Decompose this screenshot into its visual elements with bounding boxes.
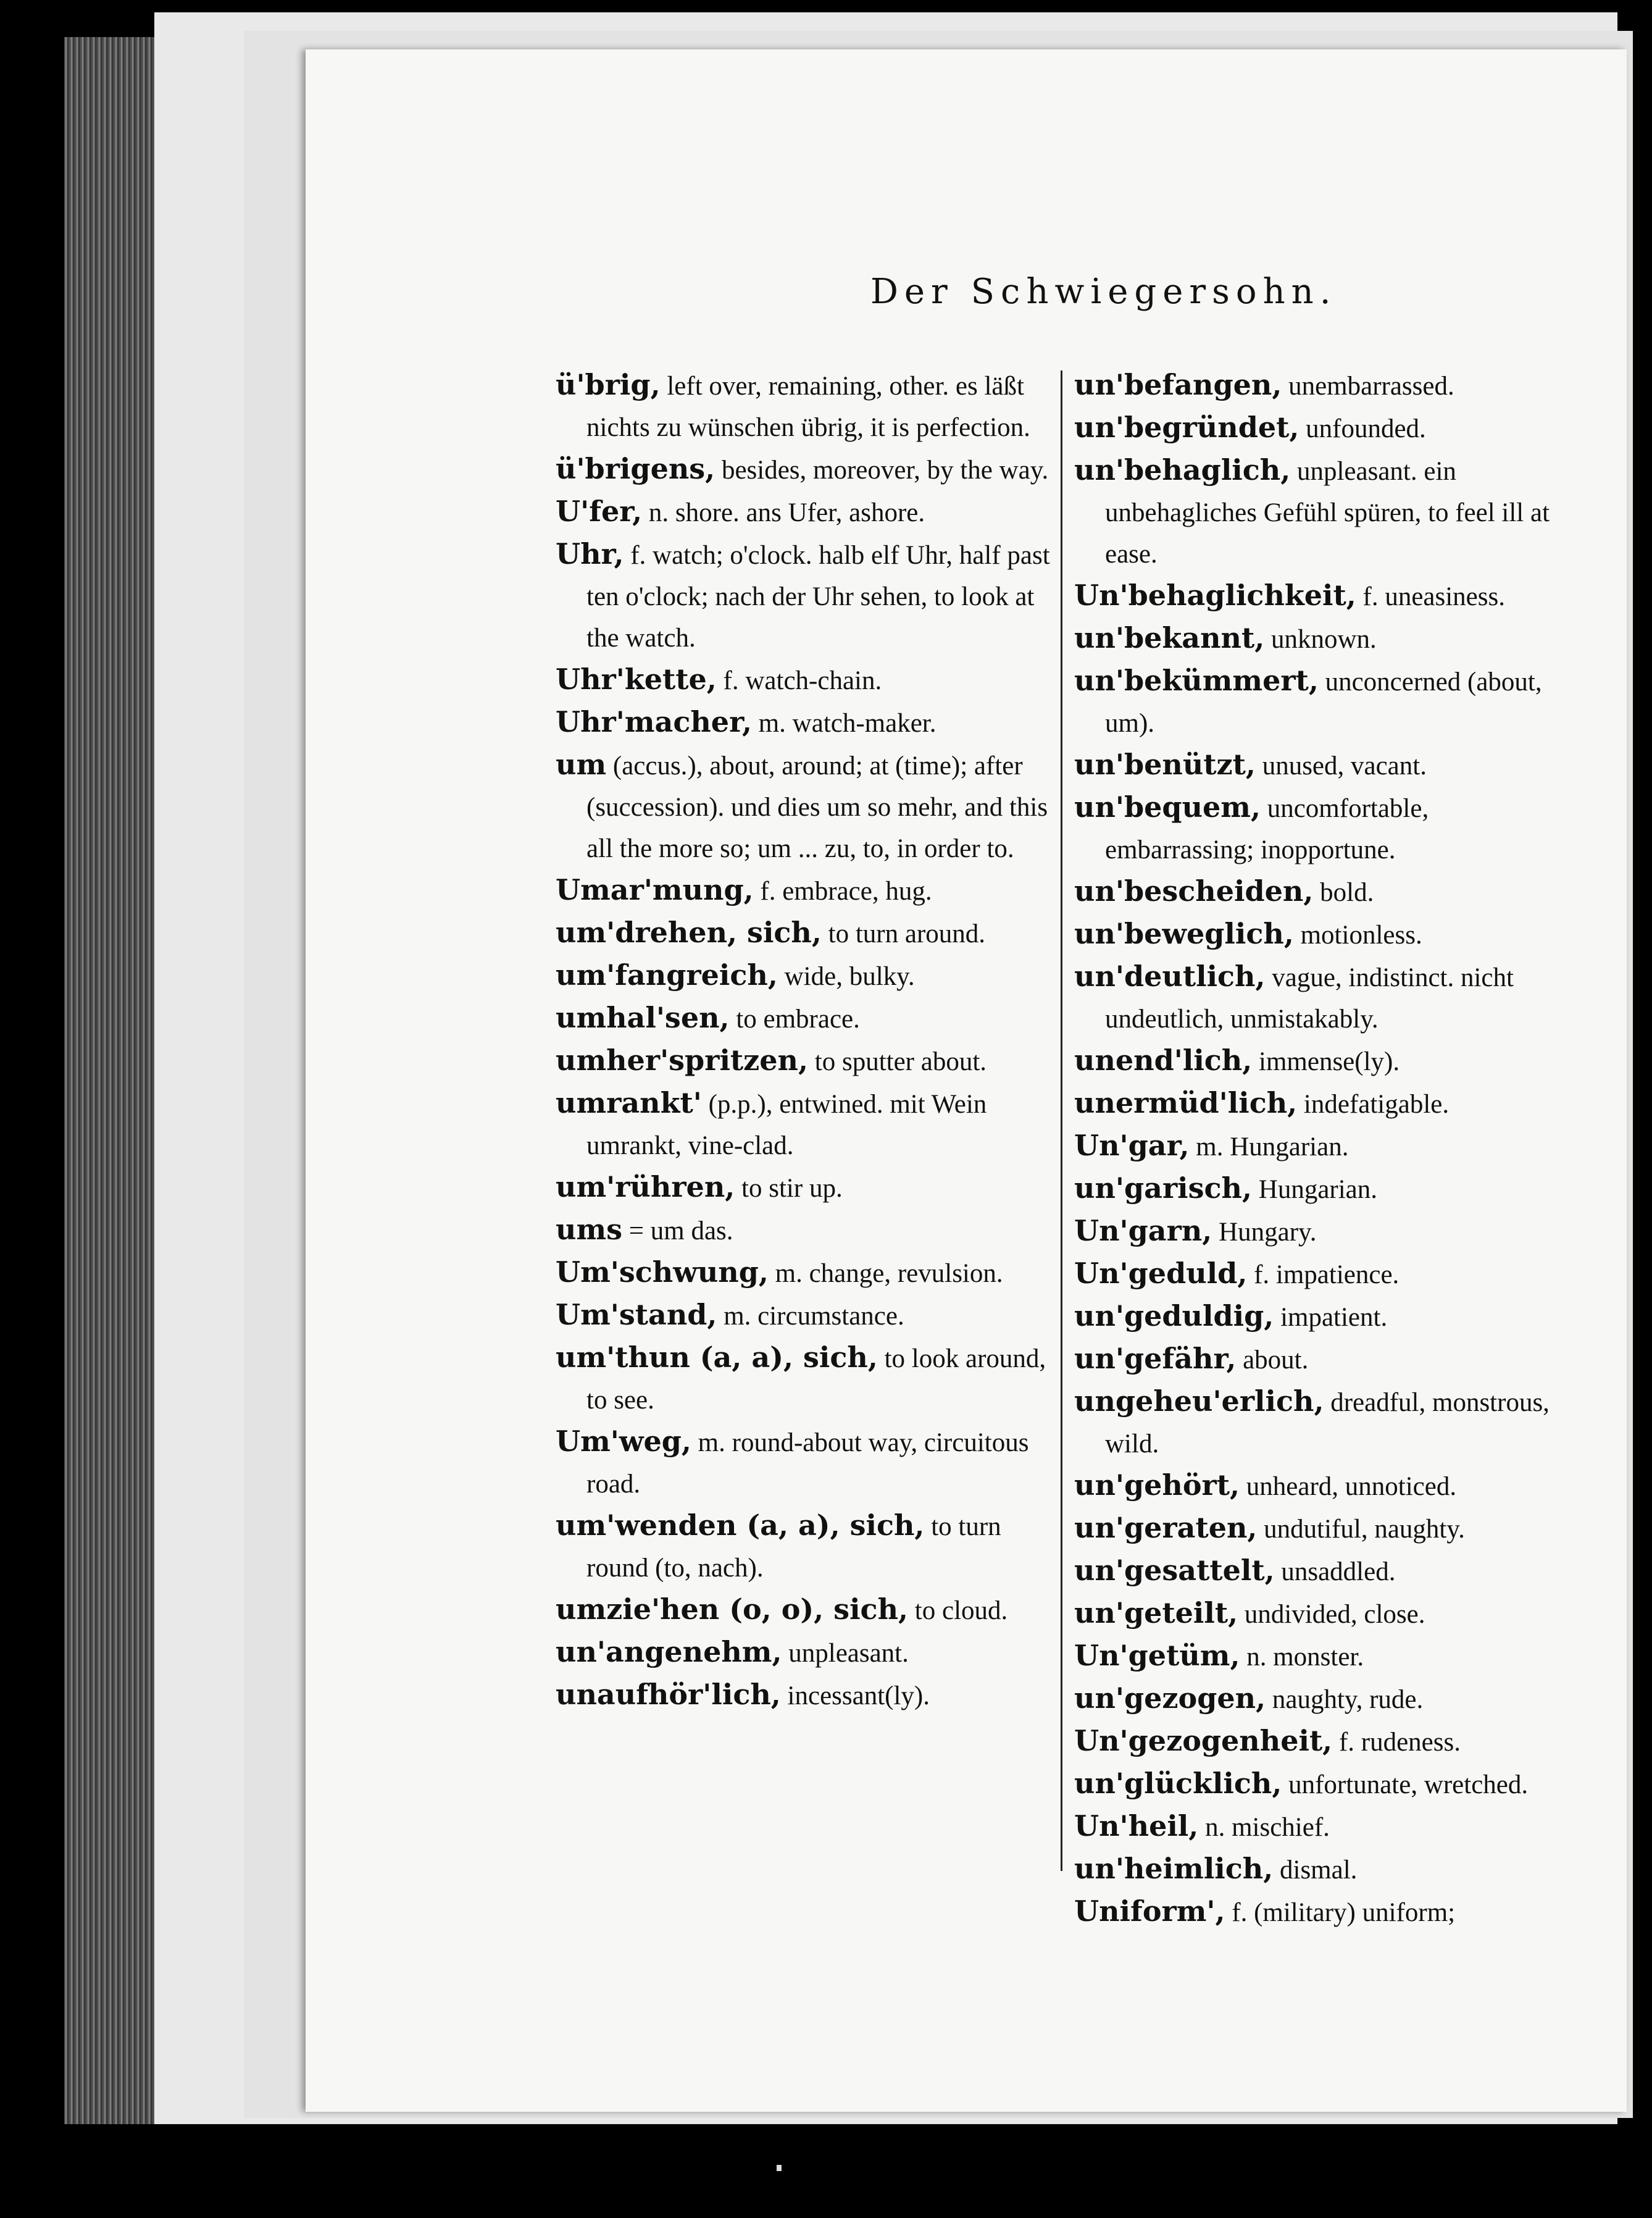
glossary-entry [556,1421,1062,1505]
glossary-column-left [556,364,1062,1717]
glossary-entry [556,1337,1062,1421]
glossary-entry [1074,364,1562,407]
entry-headword: umher'spritzen, [556,1044,809,1077]
glossary-entry [1074,1720,1562,1763]
entry-headword: Uniform', [1074,1894,1225,1928]
entry-headword: un'benützt, [1074,748,1256,781]
glossary-entry [1074,1253,1562,1295]
entry-headword: Un'behaglichkeit, [1074,579,1356,612]
entry-definition: vague, indistinct. nicht undeutlich, unmistakably. [1105,963,1514,1034]
entry-headword: unermüd'lich, [1074,1086,1298,1119]
entry-definition: f. rudeness. [1338,1728,1461,1757]
entry-headword: um [556,748,607,781]
entry-definition: Hungarian. [1258,1175,1378,1204]
glossary-entry [1074,660,1562,744]
entry-headword: un'gehört, [1074,1468,1240,1502]
glossary-entry [556,1252,1062,1294]
glossary-entry [1074,1168,1562,1210]
entry-headword: um'fangreich, [556,958,778,992]
glossary-entry [556,1589,1062,1631]
entry-headword: un'behaglich, [1074,453,1291,487]
entry-headword: Un'garn, [1074,1214,1212,1247]
glossary-entry [556,364,1062,448]
entry-headword: U'fer, [556,495,643,528]
entry-definition: n. monster. [1246,1643,1364,1672]
entry-headword: Un'heil, [1074,1809,1199,1843]
entry-definition: f. uneasiness. [1362,582,1505,611]
glossary-entry [1074,1125,1562,1168]
column-divider [1061,370,1062,1871]
glossary-entry [556,869,1062,912]
glossary-entry [1074,1507,1562,1550]
glossary-column-right [1074,364,1562,1933]
entry-definition: dismal. [1280,1856,1358,1885]
page-speck [777,2165,782,2171]
glossary-entry [1074,1210,1562,1253]
entry-headword: Un'getüm, [1074,1639,1240,1672]
glossary-entry [1074,617,1562,660]
entry-definition: unfounded. [1306,414,1426,443]
entry-definition: to turn around. [828,919,986,948]
entry-definition: bold. [1320,878,1374,907]
glossary-entry [1074,407,1562,450]
entry-definition: immense(ly). [1259,1047,1400,1076]
glossary-entry [1074,1592,1562,1635]
entry-definition: m. round-about way, circuitous road. [586,1428,1029,1499]
entry-headword: ü'brig, [556,368,661,401]
glossary-entry [556,912,1062,955]
entry-definition: unpleasant. [788,1639,909,1668]
entry-definition: to sputter about. [814,1047,987,1076]
entry-headword: un'geduldig, [1074,1299,1274,1333]
entry-headword: un'gezogen, [1074,1681,1266,1715]
entry-headword: un'bequem, [1074,790,1261,824]
entry-headword: ungeheu'erlich, [1074,1384,1324,1418]
entry-definition: f. watch-chain. [723,666,882,695]
entry-headword: Um'weg, [556,1425,691,1458]
entry-headword: un'angenehm, [556,1635,782,1668]
glossary-entry [1074,787,1562,871]
entry-headword: Umar'mung, [556,873,754,906]
glossary-entry [556,997,1062,1040]
entry-headword: un'bescheiden, [1074,874,1314,908]
entry-headword: umzie'hen (o, o), sich, [556,1592,909,1626]
entry-definition: unheard, unnoticed. [1246,1472,1457,1501]
entry-definition: to look around, to see. [586,1344,1046,1415]
book-edge [64,37,169,2124]
glossary-entry [556,1040,1062,1082]
entry-definition: n. mischief. [1205,1813,1330,1842]
entry-definition: wide, bulky. [784,962,915,991]
entry-definition: undutiful, naughty. [1264,1515,1465,1544]
entry-headword: ums [556,1213,623,1246]
entry-headword: un'begründet, [1074,411,1299,444]
entry-headword: um'rühren, [556,1170,735,1203]
entry-definition: besides, moreover, by the way. [721,456,1049,485]
entry-headword: un'geraten, [1074,1511,1258,1544]
entry-headword: un'garisch, [1074,1171,1253,1205]
running-head: Der Schwiegersohn. [870,272,1337,312]
entry-definition: m. Hungarian. [1196,1132,1349,1161]
glossary-entry [1074,1465,1562,1507]
entry-definition: to stir up. [741,1174,843,1203]
glossary-entry [1074,913,1562,956]
entry-definition: to embrace. [736,1005,860,1034]
glossary-entry [556,659,1062,701]
entry-definition: to turn round (to, nach). [586,1512,1001,1583]
entry-definition: unfortunate, wretched. [1288,1770,1529,1799]
entry-headword: um'drehen, sich, [556,916,822,949]
glossary-entry [1074,871,1562,913]
glossary-entry [556,1082,1062,1166]
entry-definition: unpleasant. ein unbehagliches Gefühl spüren, to feel ill at ease. [1105,457,1550,569]
entry-headword: Um'schwung, [556,1255,769,1289]
entry-definition: motionless. [1300,921,1422,950]
entry-definition: (accus.), about, around; at (time); after (succession). und dies um so mehr, and this all the more so; um ... zu, to, in order to. [586,751,1048,863]
entry-definition: f. (military) uniform; [1232,1898,1456,1927]
glossary-entry [1074,1338,1562,1381]
glossary-entry [1074,1082,1562,1125]
entry-definition: unembarrassed. [1288,372,1454,401]
entry-definition: f. impatience. [1254,1260,1400,1289]
entry-definition: n. shore. ans Ufer, ashore. [648,498,925,527]
glossary-entry [1074,744,1562,787]
entry-headword: umrankt' [556,1086,702,1119]
entry-headword: Un'gezogenheit, [1074,1724,1333,1757]
entry-definition: m. watch-maker. [758,709,937,738]
entry-definition: f. embrace, hug. [760,877,932,906]
entry-headword: un'deutlich, [1074,960,1266,993]
entry-definition: unused, vacant. [1262,751,1427,780]
entry-definition: incessant(ly). [787,1681,930,1710]
entry-headword: Un'geduld, [1074,1257,1248,1290]
entry-definition: (p.p.), entwined. mit Wein umrankt, vine-clad. [586,1090,987,1160]
entry-headword: ü'brigens, [556,452,715,485]
glossary-entry [556,1505,1062,1589]
glossary-entry [1074,575,1562,617]
glossary-entry [556,448,1062,491]
glossary-entry [556,491,1062,534]
entry-definition: unsaddled. [1281,1557,1396,1586]
entry-definition: dreadful, monstrous, wild. [1105,1388,1550,1458]
entry-headword: un'bekümmert, [1074,664,1319,697]
entry-headword: un'befangen, [1074,368,1282,401]
entry-headword: Uhr, [556,537,624,571]
entry-headword: umhal'sen, [556,1001,730,1034]
glossary-entry [556,1631,1062,1674]
glossary-entry [556,1209,1062,1252]
entry-headword: un'gesattelt, [1074,1554,1275,1587]
entry-headword: um'wenden (a, a), sich, [556,1509,925,1542]
glossary-entry [556,1674,1062,1717]
entry-headword: un'gefähr, [1074,1342,1237,1375]
entry-definition: about. [1243,1345,1309,1375]
glossary-entry [556,701,1062,744]
glossary-entry [1074,450,1562,575]
entry-definition: m. circumstance. [724,1302,904,1331]
entry-definition: unconcerned (about, um). [1105,667,1542,738]
entry-headword: un'beweglich, [1074,917,1294,950]
entry-definition: f. watch; o'clock. halb elf Uhr, half past ten o'clock; nach der Uhr sehen, to look at the watch. [586,541,1050,653]
entry-definition: m. change, revulsion. [775,1259,1003,1288]
entry-definition: impatient. [1280,1303,1388,1332]
entry-definition: undivided, close. [1244,1600,1425,1629]
glossary-entry [1074,1381,1562,1465]
glossary-entry [1074,1806,1562,1848]
entry-headword: um'thun (a, a), sich, [556,1341,878,1374]
entry-headword: Um'stand, [556,1298,717,1331]
glossary-entry [1074,1635,1562,1678]
entry-definition: naughty, rude. [1272,1685,1424,1714]
glossary-entry [556,744,1062,869]
entry-definition: Hungary. [1219,1218,1317,1247]
glossary-entry [556,534,1062,659]
glossary-entry [1074,1550,1562,1592]
entry-headword: un'bekannt, [1074,621,1265,655]
glossary-entry [1074,956,1562,1040]
entry-definition: unknown. [1270,625,1377,654]
entry-headword: unend'lich, [1074,1044,1253,1077]
entry-headword: Uhr'kette, [556,663,717,696]
entry-definition: left over, remaining, other. es läßt nichts zu wünschen übrig, it is perfection. [586,372,1030,442]
entry-headword: Un'gar, [1074,1129,1190,1162]
glossary-entry [1074,1763,1562,1806]
glossary-entry [556,1294,1062,1337]
entry-definition: = um das. [628,1216,733,1245]
entry-definition: uncomfortable, embarrassing; inopportune. [1105,794,1429,864]
glossary-entry [1074,1848,1562,1891]
glossary-entry [556,1166,1062,1209]
entry-headword: un'heimlich, [1074,1852,1274,1885]
glossary-entry [1074,1678,1562,1720]
glossary-entry [1074,1040,1562,1082]
glossary-entry [1074,1891,1562,1933]
entry-definition: indefatigable. [1303,1090,1450,1119]
entry-headword: unaufhör'lich, [556,1678,781,1711]
entry-definition: to cloud. [914,1596,1008,1625]
entry-headword: Uhr'macher, [556,705,752,739]
entry-headword: un'glücklich, [1074,1767,1282,1800]
glossary-entry [1074,1295,1562,1338]
glossary-entry [556,955,1062,997]
entry-headword: un'geteilt, [1074,1596,1238,1630]
